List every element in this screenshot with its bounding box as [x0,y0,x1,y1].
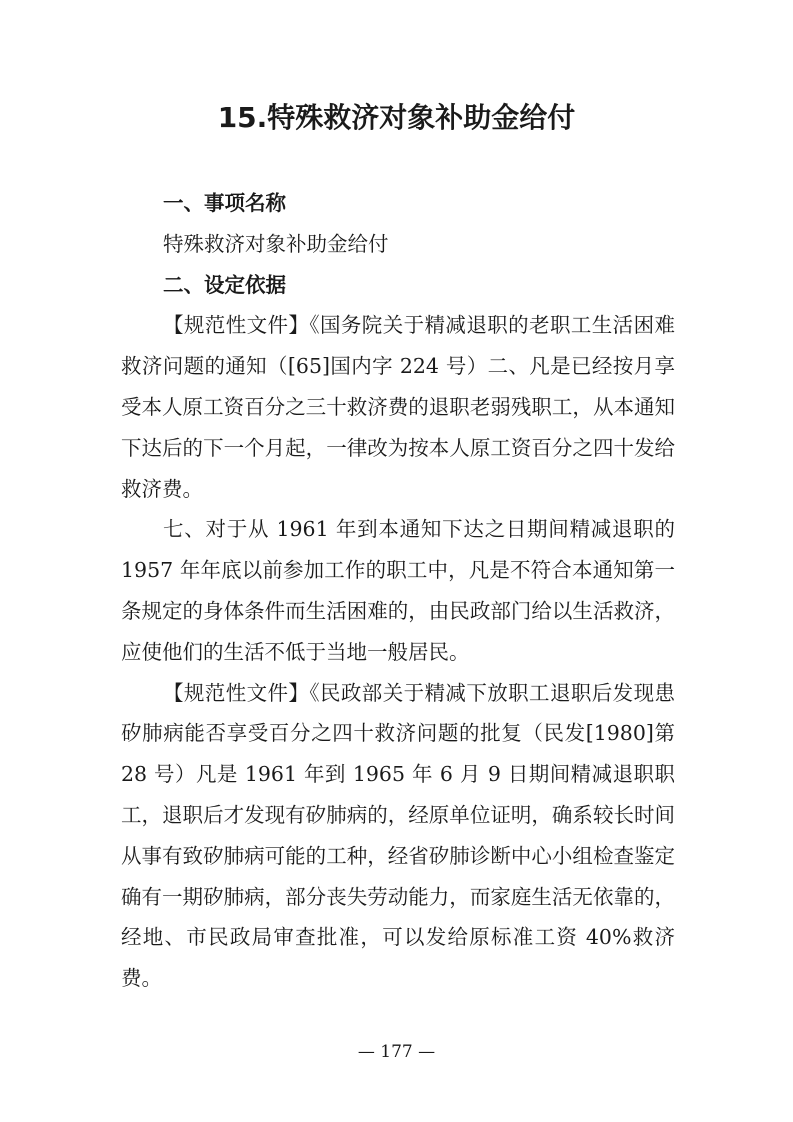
section-heading-legal-basis: 二、设定依据 [163,272,286,297]
item-name-paragraph: 特殊救济对象补助金给付 [163,231,389,256]
page-number: — 177 — [357,1042,436,1062]
section-heading-item-name: 一、事项名称 [163,191,286,215]
page-title: 15.特殊救济对象补助金给付 [217,101,576,134]
legal-basis-paragraph-1: 【规范性文件】《国务院关于精减退职的老职工生活困难救济问题的通知（[65]国内字 224 号）二、凡是已经按月享受本人原工资百分之三十救济费的退职老弱残职工，从本通知下达后的下一个月起，一律改为按本人原工资百分之四十发给救济费。 [121,313,675,501]
legal-basis-paragraph-2: 七、对于从 1961 年到本通知下达之日期间精减退职的 1957 年年底以前参加工作的职工中，凡是不符合本通知第一条规定的身体条件而生活困难的，由民政部门给以生活救济，应使他们的生活不低于当地一般居民。 [121,517,675,664]
document-body [121,183,675,999]
legal-basis-paragraph-3: 【规范性文件】《民政部关于精减下放职工退职后发现患矽肺病能否享受百分之四十救济问题的批复（民发[1980]第 28 号）凡是 1961 年到 1965 年 6 月 9 日期间精减退职职工，退职后才发现有矽肺病的，经原单位证明，确系较长时间从事有致矽肺病可能的工种，经省矽肺诊断中心小组检查鉴定确有一期矽肺病，部分丧失劳动能力，而家庭生活无依靠的，经地、市民政局审查批准，可以发给原标准工资 40%救济费。 [121,680,675,991]
